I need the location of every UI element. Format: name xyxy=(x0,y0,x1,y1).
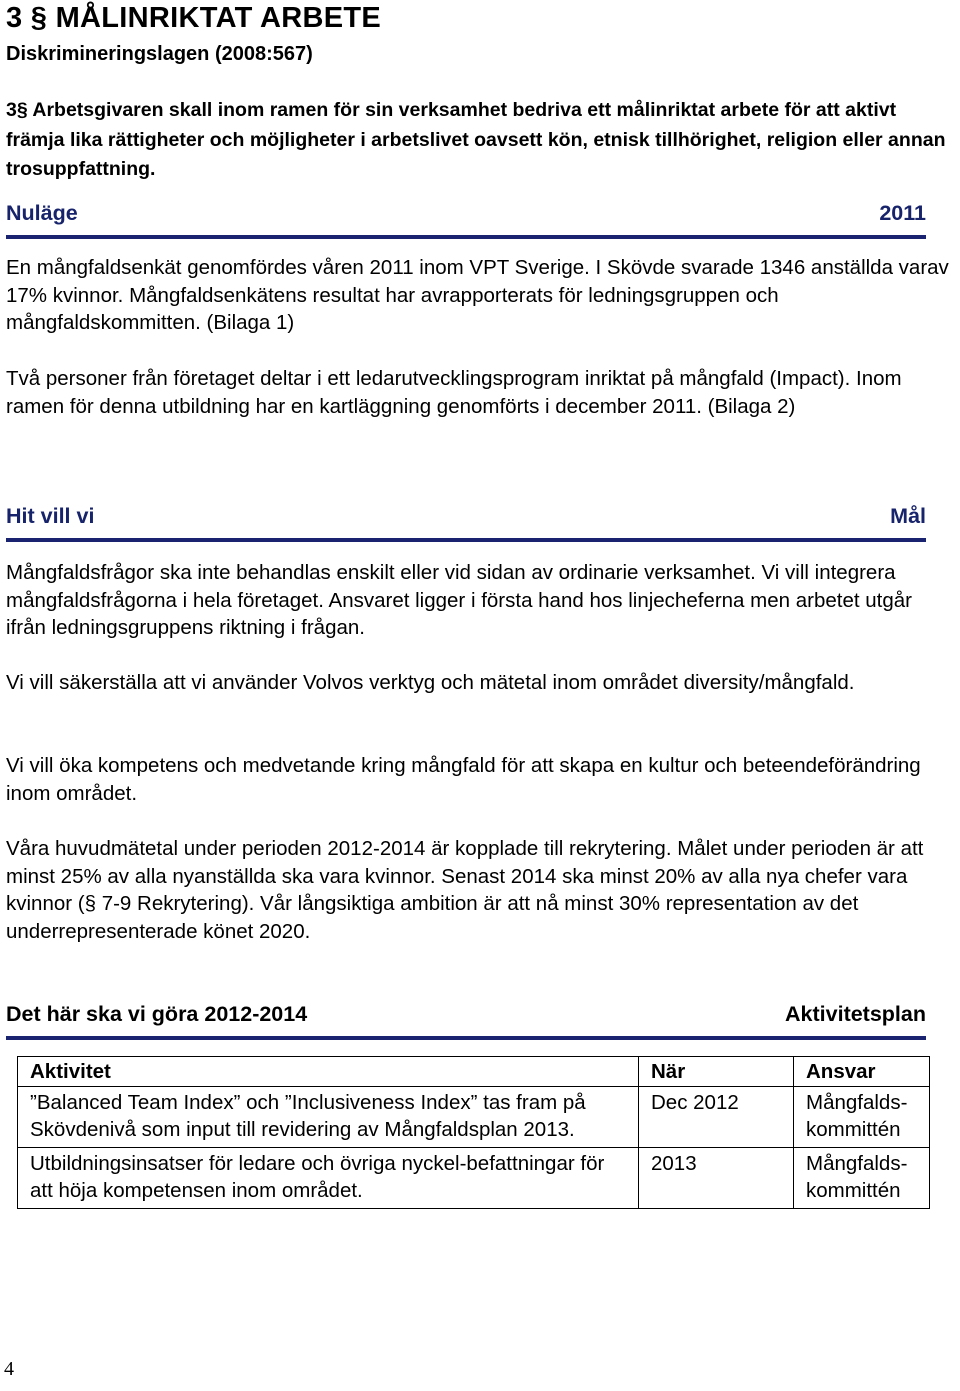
section-rule xyxy=(6,538,926,542)
when-cell: Dec 2012 xyxy=(639,1086,794,1147)
section-heading-goals xyxy=(6,504,926,529)
section-label: Hit vill vi xyxy=(6,504,95,528)
table-row xyxy=(18,1086,930,1147)
activity-cell: ”Balanced Team Index” och ”Inclusiveness Index” tas fram på Skövdenivå som input till revidering av Mångfaldsplan 2013. xyxy=(18,1086,639,1147)
section-right-label: Mål xyxy=(890,504,926,528)
activity-table xyxy=(17,1056,930,1209)
table-header-row xyxy=(18,1057,930,1087)
section-right-label: Aktivitetsplan xyxy=(785,1002,926,1026)
page-number: 4 xyxy=(4,1358,14,1380)
activity-cell: Utbildningsinsatser för ledare och övriga nyckel-befattningar för att höja kompetensen inom området. xyxy=(18,1147,639,1208)
responsible-cell: Mångfalds-kommittén xyxy=(794,1086,930,1147)
column-header-when: När xyxy=(639,1057,794,1087)
current-state-paragraph: Två personer från företaget deltar i ett ledarutvecklingsprogram inriktat på mångfald (Impact). Inom ramen för denna utbildning har en kartläggning genomförts i december 2011. (Bilaga 2) xyxy=(6,367,902,418)
column-header-responsible: Ansvar xyxy=(794,1057,930,1087)
goals-paragraph: Vi vill säkerställa att vi använder Volvos verktyg och mätetal inom området diversity/mångfald. xyxy=(6,671,855,694)
goals-paragraph: Våra huvudmätetal under perioden 2012-2014 är kopplade till rekrytering. Målet under perioden är att minst 25% av alla nyanställda ska vara kvinnor. Senast 2014 ska minst 20% av alla nya chefer vara kvinnor (§ 7-9 Rekrytering). Vår långsiktiga ambition är att nå minst 30% representation av det underrepresenterade könet 2020. xyxy=(6,837,924,943)
section-heading-current-state xyxy=(6,201,926,226)
section-rule xyxy=(6,1036,926,1040)
section-label: Nuläge xyxy=(6,201,78,225)
page-title: 3 § MÅLINRIKTAT ARBETE xyxy=(6,2,382,34)
current-state-paragraph: En mångfaldsenkät genomfördes våren 2011 inom VPT Sverige. I Skövde svarade 1346 anställda varav 17% kvinnor. Mångfaldsenkätens resultat har avrapporterats för ledningsgruppen och mångfaldskommitten. (Bilaga 1) xyxy=(6,256,949,335)
section-label: Det här ska vi göra 2012-2014 xyxy=(6,1002,308,1026)
section-year: 2011 xyxy=(879,201,926,225)
when-cell: 2013 xyxy=(639,1147,794,1208)
goals-paragraph: Vi vill öka kompetens och medvetande kring mångfald för att skapa en kultur och beteendeförändring inom området. xyxy=(6,754,921,805)
responsible-cell: Mångfalds-kommittén xyxy=(794,1147,930,1208)
table-row xyxy=(18,1147,930,1208)
page-subtitle: Diskrimineringslagen (2008:567) xyxy=(6,43,313,65)
column-header-activity: Aktivitet xyxy=(18,1057,639,1087)
law-paragraph: 3§ Arbetsgivaren skall inom ramen för sin verksamhet bedriva ett målinriktat arbete för att aktivt främja lika rättigheter och möjligheter i arbetslivet oavsett kön, etnisk tillhörighet, religion eller annan trosuppfattning. xyxy=(6,99,946,180)
section-heading-plan xyxy=(6,1002,926,1027)
goals-paragraph: Mångfaldsfrågor ska inte behandlas enskilt eller vid sidan av ordinarie verksamhet. Vi vill integrera mångfaldsfrågorna i hela företaget. Ansvaret ligger i första hand hos linjecheferna men arbetet utgår ifrån ledningsgruppens riktning i frågan. xyxy=(6,561,912,640)
section-rule xyxy=(6,235,926,239)
